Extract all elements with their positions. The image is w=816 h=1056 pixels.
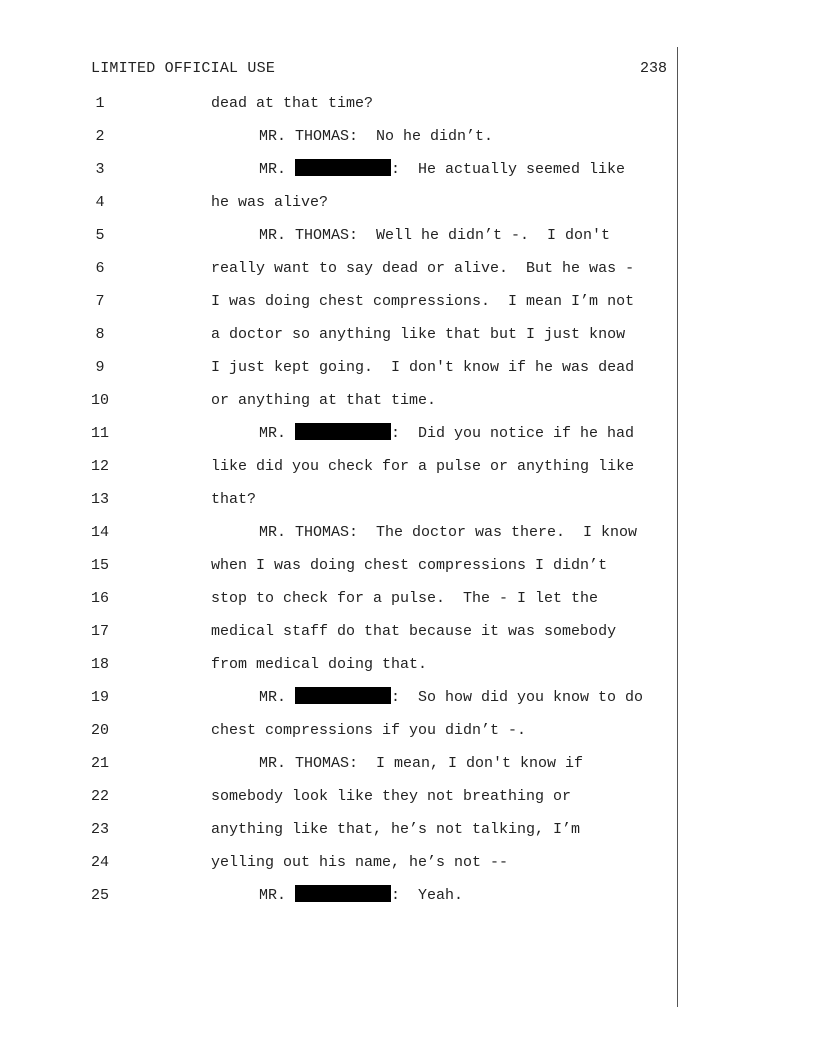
line-number: 23: [90, 821, 109, 838]
line-number: 11: [90, 425, 109, 442]
line-text: I just kept going. I don't know if he was dead: [211, 359, 635, 376]
line-number: 20: [90, 722, 109, 739]
redaction-box: [295, 423, 391, 440]
transcript-line: [0, 786, 816, 808]
speaker-prefix: MR.: [259, 425, 296, 442]
line-text: really want to say dead or alive. But he was -: [211, 260, 635, 277]
transcript-line: [0, 126, 816, 148]
line-text: MR. THOMAS: No he didn’t.: [259, 128, 494, 145]
speaker-remark: : Did you notice if he had: [391, 425, 635, 442]
line-text: [259, 159, 625, 181]
line-text: MR. THOMAS: Well he didn’t -. I don't: [259, 227, 611, 244]
speaker-remark: : Yeah.: [391, 887, 464, 904]
speaker-prefix: MR.: [259, 161, 296, 178]
line-text: a doctor so anything like that but I just know: [211, 326, 626, 343]
transcript-line: [0, 423, 816, 445]
line-text: when I was doing chest compressions I didn’t: [211, 557, 608, 574]
transcript-line: [0, 258, 816, 280]
line-number: 2: [95, 128, 105, 145]
line-text: from medical doing that.: [211, 656, 428, 673]
classification-header: LIMITED OFFICIAL USE: [91, 60, 276, 77]
line-number: 10: [90, 392, 109, 409]
line-text: MR. THOMAS: The doctor was there. I know: [259, 524, 638, 541]
line-number: 5: [95, 227, 105, 244]
line-number: 12: [90, 458, 109, 475]
transcript-line: [0, 687, 816, 709]
line-number: 24: [90, 854, 109, 871]
line-number: 21: [90, 755, 109, 772]
speaker-prefix: MR.: [259, 887, 296, 904]
line-number: 18: [90, 656, 109, 673]
line-number: 17: [90, 623, 109, 640]
line-number: 7: [95, 293, 105, 310]
transcript-line: [0, 192, 816, 214]
line-number: 1: [95, 95, 105, 112]
line-number: 14: [90, 524, 109, 541]
line-number: 6: [95, 260, 105, 277]
line-text: medical staff do that because it was somebody: [211, 623, 617, 640]
line-number: 22: [90, 788, 109, 805]
transcript-line: [0, 390, 816, 412]
transcript-line: [0, 753, 816, 775]
transcript-line: [0, 456, 816, 478]
line-number: 8: [95, 326, 105, 343]
transcript-line: [0, 654, 816, 676]
transcript-line: [0, 93, 816, 115]
transcript-line: [0, 852, 816, 874]
line-text: or anything at that time.: [211, 392, 437, 409]
speaker-remark: : So how did you know to do: [391, 689, 644, 706]
transcript-line: [0, 555, 816, 577]
transcript-line: [0, 159, 816, 181]
line-text: [259, 687, 643, 709]
line-number: 4: [95, 194, 105, 211]
line-number: 19: [90, 689, 109, 706]
line-text: [259, 423, 634, 445]
line-text: yelling out his name, he’s not --: [211, 854, 509, 871]
line-number: 15: [90, 557, 109, 574]
line-text: that?: [211, 491, 257, 508]
page-number: 238: [639, 60, 667, 77]
transcript-line: [0, 720, 816, 742]
transcript-line: [0, 225, 816, 247]
speaker-remark: : He actually seemed like: [391, 161, 626, 178]
transcript-line: [0, 819, 816, 841]
line-text: MR. THOMAS: I mean, I don't know if: [259, 755, 584, 772]
line-text: somebody look like they not breathing or: [211, 788, 572, 805]
line-text: like did you check for a pulse or anything like: [211, 458, 635, 475]
line-text: chest compressions if you didn’t -.: [211, 722, 527, 739]
line-text: stop to check for a pulse. The - I let the: [211, 590, 599, 607]
transcript-line: [0, 489, 816, 511]
redaction-box: [295, 885, 391, 902]
redaction-box: [295, 159, 391, 176]
line-number: 13: [90, 491, 109, 508]
line-text: I was doing chest compressions. I mean I’m not: [211, 293, 635, 310]
line-text: [259, 885, 463, 907]
transcript-line: [0, 522, 816, 544]
line-text: dead at that time?: [211, 95, 374, 112]
line-number: 25: [90, 887, 109, 904]
transcript-line: [0, 621, 816, 643]
line-number: 3: [95, 161, 105, 178]
line-number: 9: [95, 359, 105, 376]
line-text: he was alive?: [211, 194, 329, 211]
redaction-box: [295, 687, 391, 704]
transcript-line: [0, 588, 816, 610]
transcript-line: [0, 291, 816, 313]
transcript-line: [0, 885, 816, 907]
line-number: 16: [90, 590, 109, 607]
transcript-line: [0, 324, 816, 346]
transcript-line: [0, 357, 816, 379]
speaker-prefix: MR.: [259, 689, 296, 706]
line-text: anything like that, he’s not talking, I’m: [211, 821, 581, 838]
